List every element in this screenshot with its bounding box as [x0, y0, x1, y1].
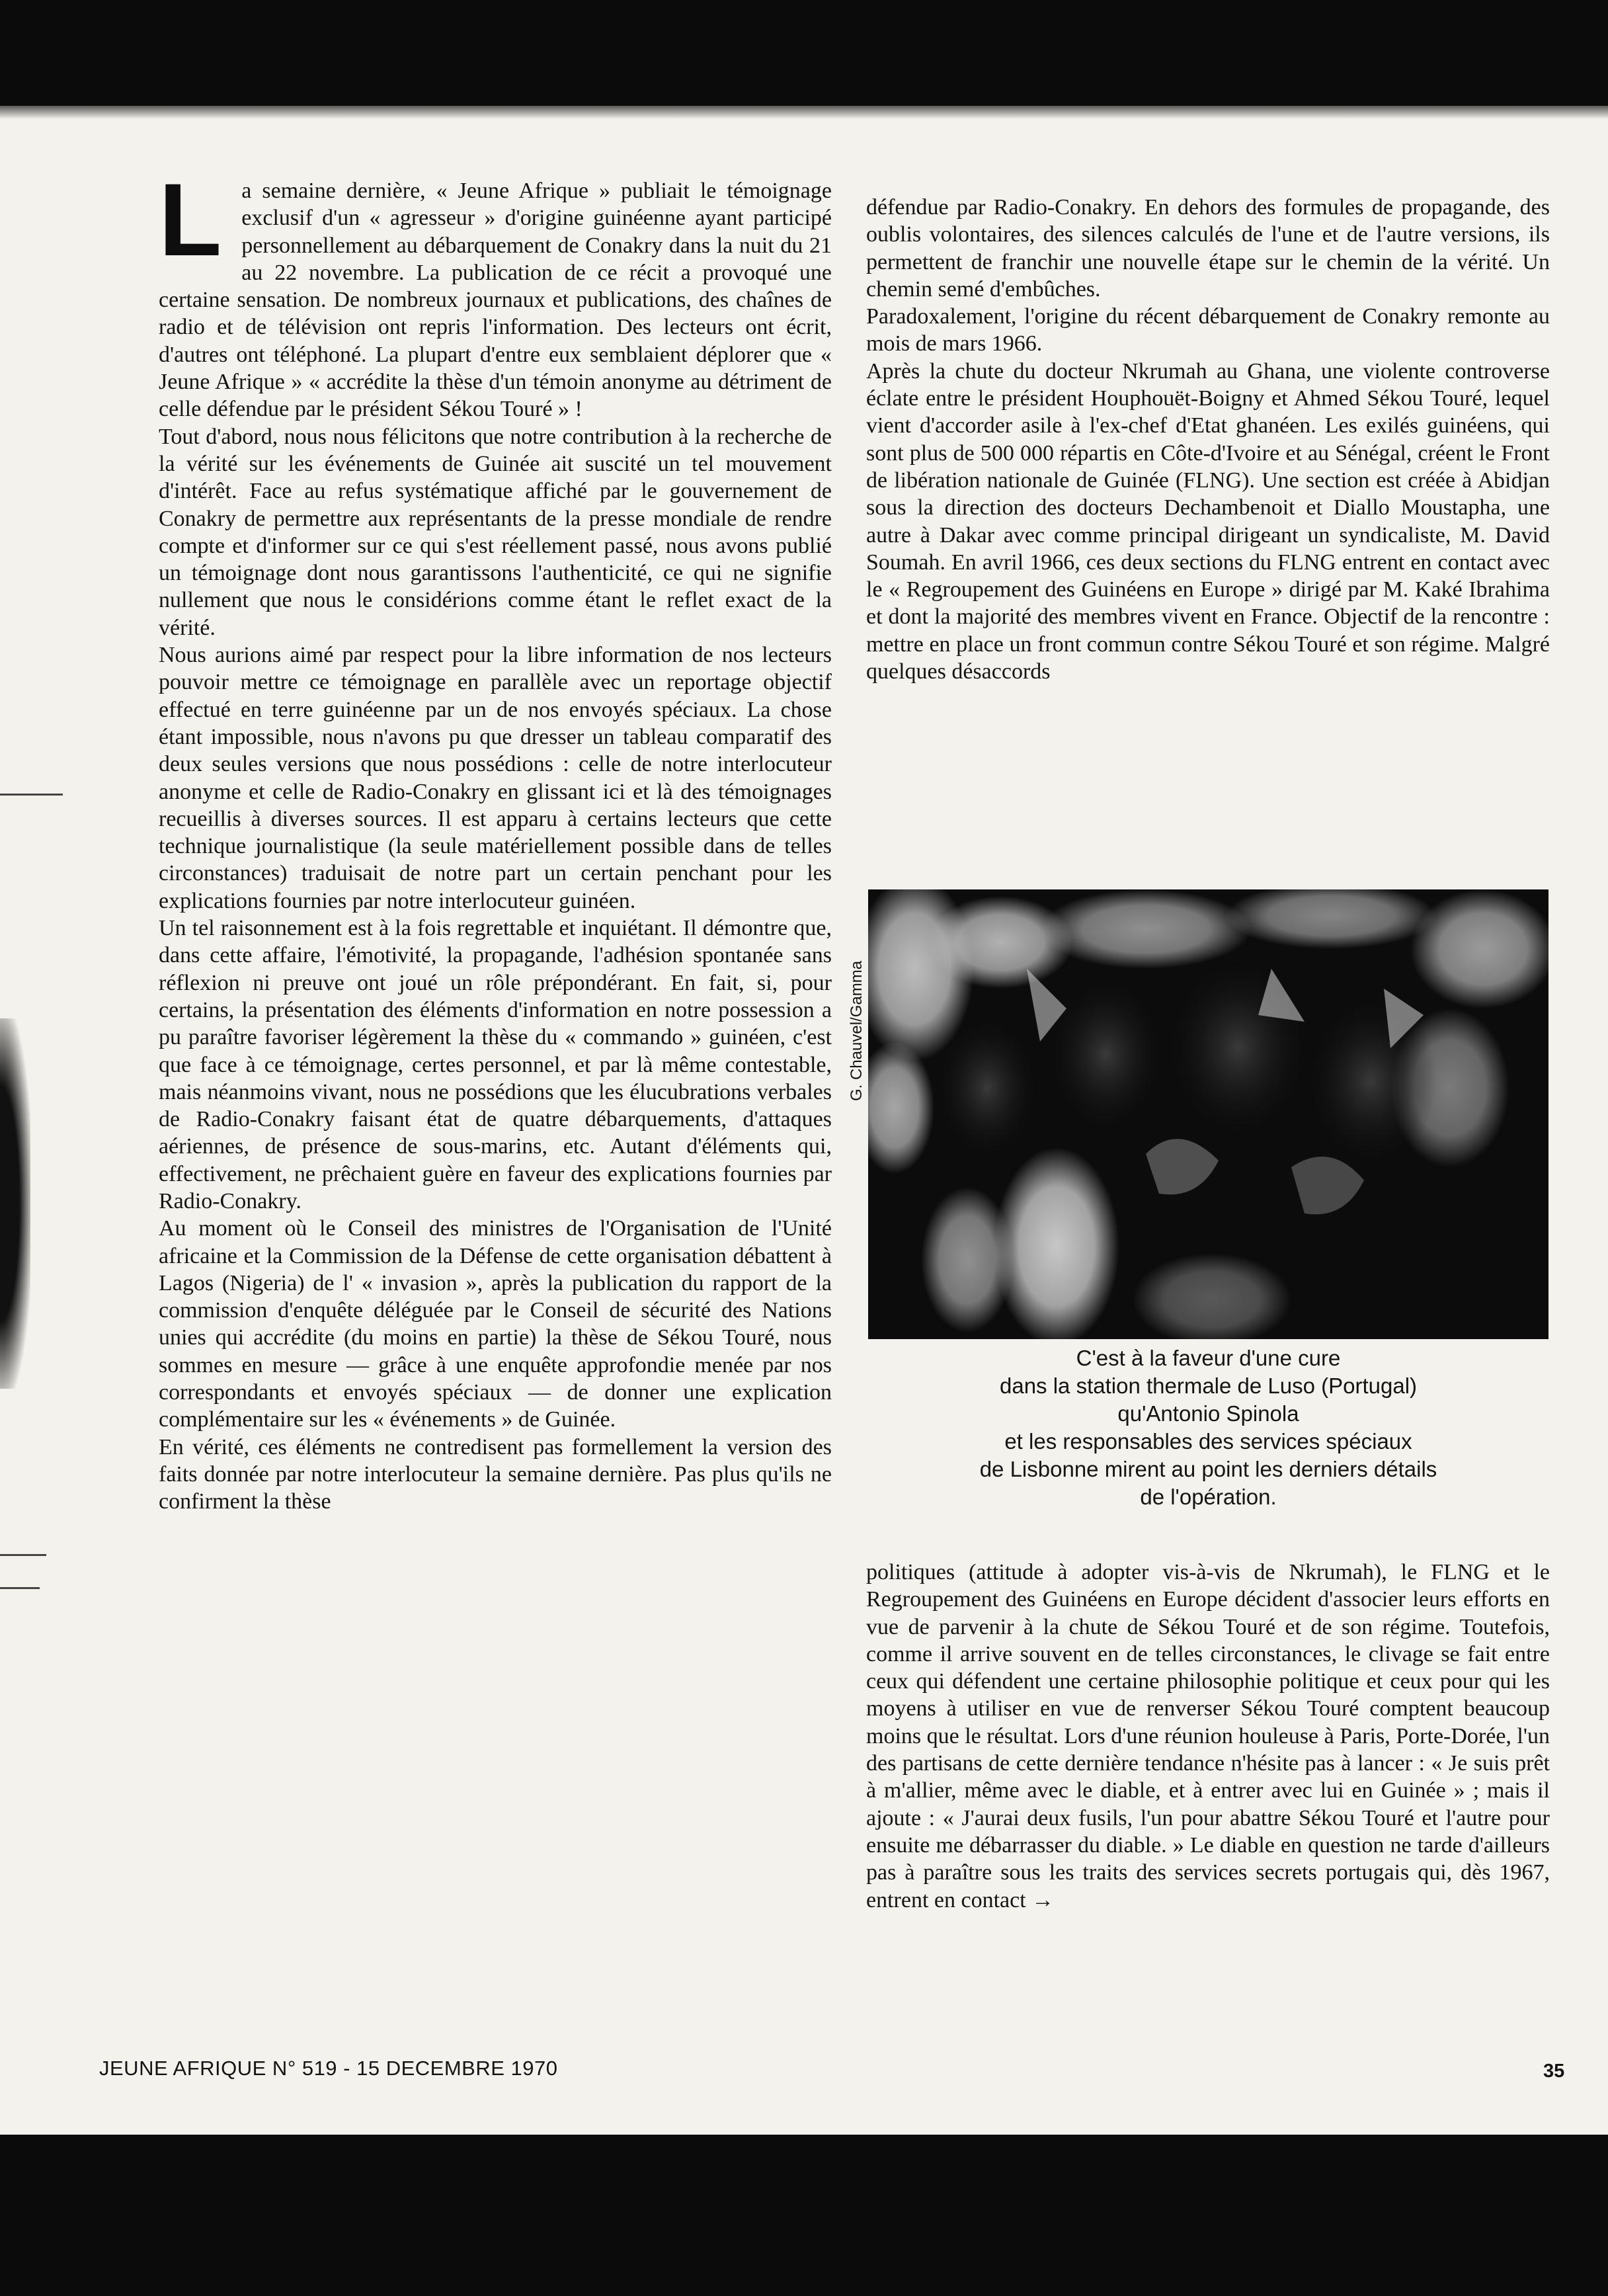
- paragraph: Au moment où le Conseil des ministres de l'Organisation de l'Unité africaine et la Commission de la Défense de cette organisation débattent à Lagos (Nigeria) de l' « invasion », après la publication du rapport de la commission d'enquête déléguée par le Conseil de sécurité des Nations unies qui accrédite (du moins en partie) la thèse de Sékou Touré, nous sommes en mesure — grâce à une enquête approfondie menée par nos correspondants et envoyés spéciaux — de donner une explication complémentaire sur les « événements » de Guinée.: [159, 1216, 832, 1432]
- paragraph: a semaine dernière, « Jeune Afrique » publiait le témoignage exclusif d'un « agresseur » d'origine guinéenne ayant participé personnellement au débarquement de Conakry dans la nuit du 21 au 22 novembre. La publication de ce récit a provoqué une certaine sensation. De nombreux journaux et publications, des chaînes de radio et de télévision ont repris l'information. Des lecteurs ont écrit, d'autres ont téléphoné. La plupart d'entre eux semblaient déplorer que « Jeune Afrique » « accrédite la thèse d'un témoin anonyme au détriment de celle défendue par le président Sékou Touré » !: [159, 179, 832, 422]
- margin-mark: [0, 1554, 46, 1556]
- paragraph: [866, 1559, 1550, 1914]
- paragraph: Un tel raisonnement est à la fois regrettable et inquiétant. Il démontre que, dans cette affaire, l'émotivité, la propagande, l'adhésion spontanée sans réflexion ni preuve ont joué un rôle prépondérant. En fait, si, pour certains, la présentation des éléments d'information en notre possession a pu paraître favoriser légèrement la thèse du « commando » guinéen, c'est que face à ce témoignage, certes personnel, et par là même contestable, mais néanmoins vivant, nous ne possédions que les élucubrations verbales de Radio-Conakry faisant état de quatre débarquements, d'attaques aériennes, de présence de sous-marins, etc. Autant d'éléments qui, effectivement, ne prêchaient guère en faveur des explications fournies par Radio-Conakry.: [159, 916, 832, 1213]
- paragraph: Tout d'abord, nous nous félicitons que notre contribution à la recherche de la vérité sur les événements de Guinée ait suscité un tel mouvement d'intérêt. Face au refus systématique affiché par le gouvernement de Conakry de permettre aux représentants de la presse mondiale de rendre compte et d'informer sur ce qui s'est réellement passé, nous avons publié un témoignage dont nous garantissons l'authenticité, ce qui ne signifie nullement que nous le considérions comme étant le reflet exact de la vérité.: [159, 424, 832, 640]
- publication-footer: JEUNE AFRIQUE N° 519 - 15 DECEMBRE 1970: [99, 2057, 558, 2080]
- paragraph: Paradoxalement, l'origine du récent débarquement de Conakry remonte au mois de mars 1966.: [866, 304, 1550, 356]
- paragraph: Nous aurions aimé par respect pour la libre information de nos lecteurs pouvoir mettre ce témoignage en parallèle avec un reportage objectif effectué en terre guinéenne par un de nos envoyés spéciaux. La chose étant impossible, nous n'avons pu que dresser un tableau comparatif des deux seules versions que nous possédions : celle de notre interlocuteur anonyme et celle de Radio-Conakry en glissant ici et là des témoignages recueillis à diverses sources. Il est apparu à certains lecteurs que cette technique journalistique (la seule matériellement possible dans de telles circonstances) traduisait de notre part un certain penchant pour les explications fournies par notre interlocuteur guinéen.: [159, 643, 832, 913]
- photo-caption: [868, 1344, 1548, 1511]
- paragraph-text: politiques (attitude à adopter vis-à-vis de Nkrumah), le FLNG et le Regroupement des Guinéens en Europe décident d'associer leurs efforts en vue de parvenir à la chute de Sékou Touré et de son régime. Toutefois, comme il arrive souvent en de telles circonstances, le clivage se fait entre ceux qui défendent une certaine philosophie politique et ceux pour qui les moyens à utiliser en vue de renverser Sékou Touré comptent beaucoup moins que le résultat. Lors d'une réunion houleuse à Paris, Porte-Dorée, l'un des partisans de cette dernière tendance n'hésite pas à lancer : « Je suis prêt à m'allier, même avec le diable, et à entrer avec lui en Guinée » ; mais il ajoute : « J'aurai deux fusils, l'un pour abattre Sékou Touré et l'autre pour ensuite me débarrasser du diable. » Le diable en question ne tarde d'ailleurs pas à paraître sous les traits des services secrets portugais qui, dès 1967, entrent en contact: [866, 1560, 1550, 1912]
- photo-credit-text: G. Chauvel/Gamma: [848, 960, 865, 1101]
- scan-top-border-edge: [0, 99, 1608, 119]
- paragraph: défendue par Radio-Conakry. En dehors des formules de propagande, des oublis volontaires, des silences calculés de l'une et de l'autre versions, ils permettent de franchir une nouvelle étape sur le chemin de la vérité. Un chemin semé d'embûches.: [866, 195, 1550, 302]
- margin-mark: [0, 1587, 40, 1589]
- continue-arrow-icon: →: [1031, 1887, 1055, 1912]
- photo-image: [868, 889, 1548, 1339]
- drop-cap: L: [159, 163, 222, 278]
- caption-line: et les responsables des services spéciaux: [1004, 1429, 1412, 1454]
- caption-line: qu'Antonio Spinola: [1117, 1401, 1299, 1426]
- paragraph: En vérité, ces éléments ne contredisent pas formellement la version des faits donnée par notre interlocuteur la semaine dernière. Pas plus qu'ils ne confirment la thèse: [159, 1434, 832, 1514]
- scan-bottom-border: [0, 2135, 1608, 2296]
- margin-mark: [0, 794, 63, 796]
- page-number: 35: [1543, 2061, 1565, 2082]
- caption-line: dans la station thermale de Luso (Portugal): [999, 1374, 1418, 1398]
- scan-left-shadow: [0, 1018, 30, 1389]
- caption-line: de l'opération.: [1140, 1485, 1277, 1509]
- news-photo: [868, 889, 1548, 1339]
- scan-top-border: [0, 0, 1608, 106]
- paragraph: Après la chute du docteur Nkrumah au Ghana, une violente controverse éclate entre le président Houphouët-Boigny et Ahmed Sékou Touré, lequel vient d'accorder asile à l'ex-chef d'Etat ghanéen. Les exilés guinéens, qui sont plus de 500 000 répartis en Côte-d'Ivoire et au Sénégal, créent le Front de libération nationale de Guinée (FLNG). Une section est créée à Abidjan sous la direction des docteurs Dechambenoit et Diallo Moustapha, une autre à Dakar avec comme principal dirigeant un syndicaliste, M. David Soumah. En avril 1966, ces deux sections du FLNG entrent en contact avec le « Regroupement des Guinéens en Europe » dirigé par M. Kaké Ibrahima et dont la majorité des membres vivent en France. Objectif de la rencontre : mettre en place un front commun contre Sékou Touré et son régime. Malgré quelques désaccords: [866, 358, 1550, 684]
- article-column-left: [159, 163, 832, 1516]
- article-column-right-bottom: [866, 1559, 1550, 1914]
- caption-line: C'est à la faveur d'une cure: [1076, 1346, 1341, 1370]
- article-column-right-top: [866, 194, 1550, 685]
- photo-credit: [848, 889, 867, 1101]
- caption-line: de Lisbonne mirent au point les derniers détails: [979, 1457, 1437, 1481]
